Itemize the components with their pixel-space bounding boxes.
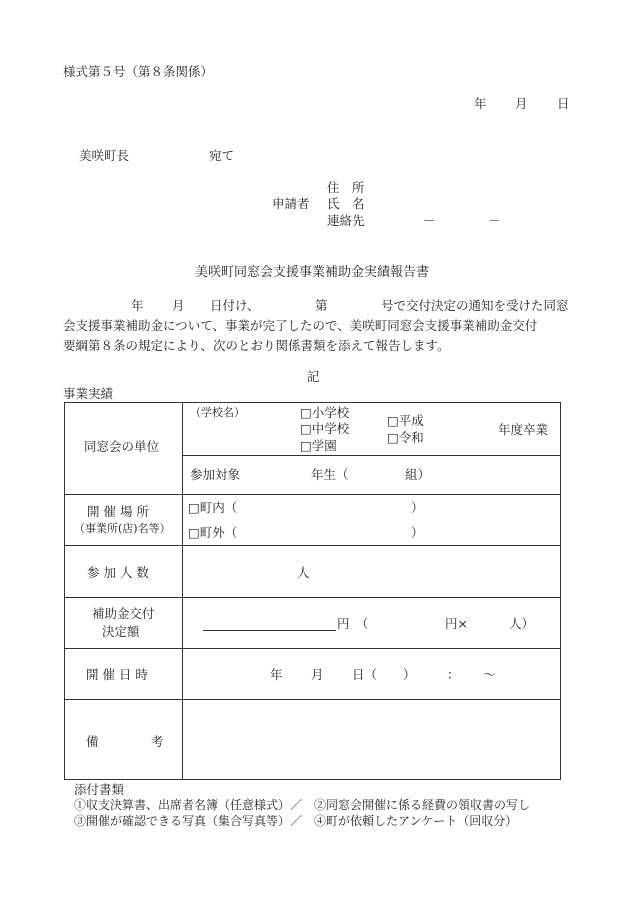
subsidy-yen: 円 （ (337, 616, 369, 631)
inside-town-close: ） (411, 500, 424, 515)
checkbox-elementary[interactable]: □小学校 (300, 405, 350, 420)
datetime-tilde: ～ (483, 667, 496, 682)
subsidy-amount-blank[interactable] (203, 630, 336, 631)
attendees-label: 参 加 人 数 (87, 565, 149, 580)
subsidy-sublabel: 決定額 (102, 624, 140, 639)
unit-sub-divider (182, 455, 560, 456)
addressee-suffix: 宛て (209, 148, 235, 163)
body-line2: 会支援事業補助金について、事業が完了したので、美咲町同窓会支援事業補助金交付 (63, 318, 538, 333)
body-month: 月 (172, 298, 185, 313)
venue-sublabel: （事業所(店)名等） (74, 522, 171, 535)
row-divider-2 (65, 545, 560, 546)
school-name-label: （学校名） (190, 406, 245, 419)
body-dai: 第 (315, 298, 328, 313)
venue-label: 開 催 場 所 (87, 504, 149, 519)
applicant-label: 申請者 (272, 196, 310, 211)
body-line3: 要綱第８条の規定により、次のとおり関係書類を添えて報告します。 (63, 338, 450, 353)
datetime-colon: ： (447, 667, 460, 682)
subsidy-yen-times: 円× (445, 616, 468, 631)
remarks-field[interactable] (183, 700, 559, 778)
checkbox-gakuen[interactable]: □学園 (300, 438, 337, 453)
class-label: 組） (405, 467, 431, 482)
participants-label: 参加対象 (190, 467, 241, 482)
checkbox-junior-high[interactable]: □中学校 (300, 421, 350, 436)
contact-dash-1: － (423, 213, 436, 228)
outside-town-close: ） (411, 525, 424, 540)
results-table (64, 402, 561, 780)
date-year-label: 年 (474, 96, 487, 111)
body-year: 年 (131, 298, 144, 313)
form-number: 様式第５号（第８条関係） (63, 64, 214, 79)
attachments-line-2: ③開催が確認できる写真（集合写真等）／ ④町が依頼したアンケート（回収分） (74, 814, 518, 828)
attachments-line-1: ①収支決算書、出席者名簿（任意様式）／ ②同窓会開催に係る経費の領収書の写し (74, 798, 531, 812)
addressee-name: 美咲町長 (79, 148, 130, 163)
attachments-title: 添付書類 (74, 782, 125, 797)
remarks-label-1: 備 (86, 734, 99, 749)
graduation-label: 年度卒業 (498, 422, 549, 437)
checkbox-inside-town[interactable]: □町内（ (188, 500, 238, 515)
row-divider-3 (65, 597, 560, 598)
contact-dash-2: － (488, 213, 501, 228)
datetime-year: 年 (270, 667, 283, 682)
body-line1-rest: 号で交付決定の通知を受けた同窓 (381, 298, 569, 313)
grade-label: 年生（ (311, 467, 349, 482)
datetime-day-paren: 日（ (352, 667, 378, 682)
section-label: 事業実績 (63, 386, 114, 401)
ki-label: 記 (307, 369, 320, 384)
document-title: 美咲町同窓会支援事業補助金実績報告書 (195, 265, 430, 280)
checkbox-heisei[interactable]: □平成 (387, 413, 424, 428)
date-day-label: 日 (557, 96, 570, 111)
date-month-label: 月 (515, 96, 528, 111)
datetime-label: 開 催 日 時 (86, 667, 148, 682)
remarks-label-2: 考 (151, 734, 164, 749)
applicant-name-label: 氏 名 (327, 196, 365, 211)
checkbox-reiwa[interactable]: □令和 (387, 430, 424, 445)
body-date-suffix: 日付け、 (210, 298, 260, 313)
datetime-month: 月 (311, 667, 324, 682)
applicant-contact-label: 連絡先 (327, 213, 365, 228)
attendees-unit: 人 (297, 565, 310, 580)
subsidy-label: 補助金交付 (92, 606, 155, 621)
row-divider-1 (65, 494, 560, 495)
datetime-paren-close: ） (403, 667, 416, 682)
unit-label: 同窓会の単位 (84, 439, 160, 454)
subsidy-people-close: 人） (509, 616, 535, 631)
row-divider-4 (65, 648, 560, 649)
applicant-address-label: 住 所 (327, 180, 365, 195)
checkbox-outside-town[interactable]: □町外（ (188, 525, 238, 540)
